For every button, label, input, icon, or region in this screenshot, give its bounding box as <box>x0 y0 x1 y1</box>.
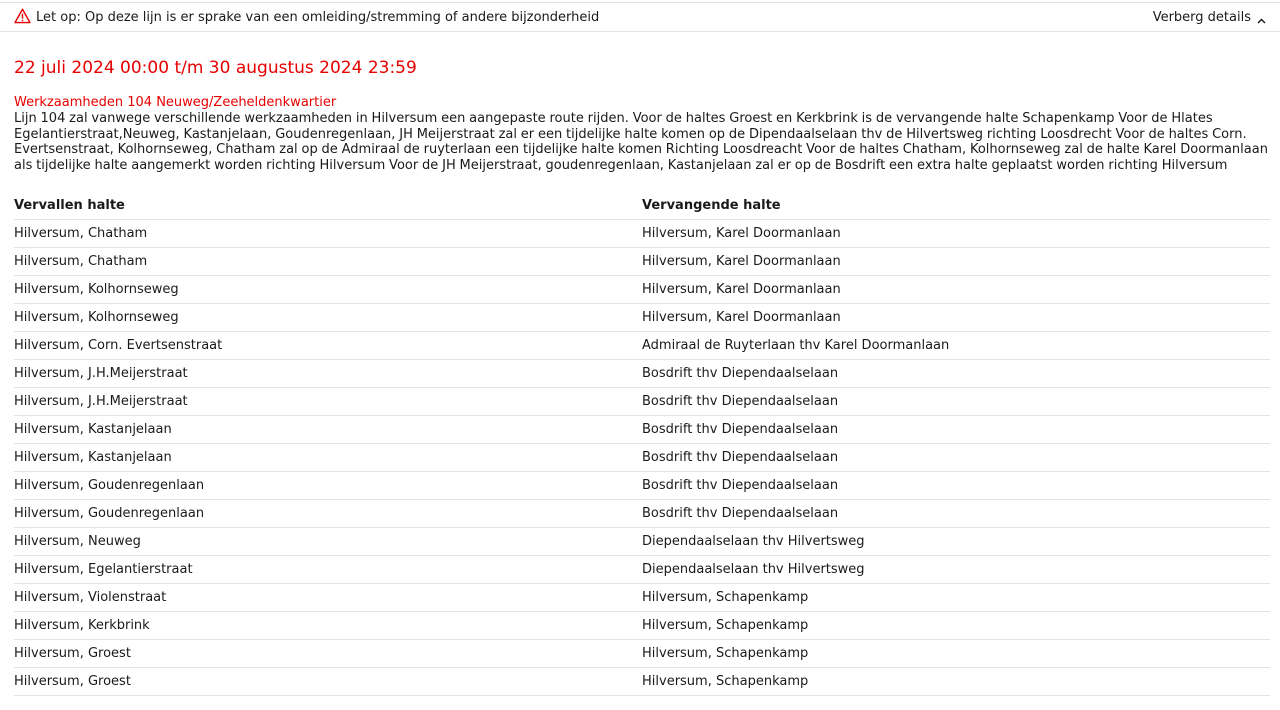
replacement-stop-cell: Bosdrift thv Diependaalselaan <box>642 388 1270 416</box>
replacement-stop-cell: Bosdrift thv Diependaalselaan <box>642 416 1270 444</box>
disruption-period-title: 22 juli 2024 00:00 t/m 30 augustus 2024 23:59 <box>14 58 417 78</box>
column-header-replacement-stop: Vervangende halte <box>642 192 1270 220</box>
cancelled-stop-cell: Hilversum, Kolhornseweg <box>14 304 642 332</box>
cancelled-stop-cell: Hilversum, Kastanjelaan <box>14 444 642 472</box>
replacement-stop-cell: Admiraal de Ruyterlaan thv Karel Doormanlaan <box>642 332 1270 360</box>
replacement-stop-cell: Diependaalselaan thv Hilvertsweg <box>642 556 1270 584</box>
replacement-stop-cell: Hilversum, Schapenkamp <box>642 612 1270 640</box>
table-row <box>14 276 1270 304</box>
table-body <box>14 220 1270 696</box>
cancelled-stop-cell: Hilversum, Violenstraat <box>14 584 642 612</box>
warning-triangle-icon <box>14 8 31 24</box>
table-row <box>14 556 1270 584</box>
table-row <box>14 612 1270 640</box>
replacement-stop-cell: Hilversum, Karel Doormanlaan <box>642 220 1270 248</box>
replacement-stop-cell: Hilversum, Schapenkamp <box>642 640 1270 668</box>
cancelled-stop-cell: Hilversum, Egelantierstraat <box>14 556 642 584</box>
replacement-stop-cell: Bosdrift thv Diependaalselaan <box>642 472 1270 500</box>
cancelled-stop-cell: Hilversum, Kerkbrink <box>14 612 642 640</box>
replacement-stop-cell: Hilversum, Karel Doormanlaan <box>642 276 1270 304</box>
table-row <box>14 668 1270 696</box>
table-row <box>14 304 1270 332</box>
table-row <box>14 416 1270 444</box>
cancelled-stop-cell: Hilversum, J.H.Meijerstraat <box>14 388 642 416</box>
replacement-stop-cell: Hilversum, Schapenkamp <box>642 584 1270 612</box>
cancelled-stop-cell: Hilversum, Chatham <box>14 248 642 276</box>
table-row <box>14 388 1270 416</box>
chevron-up-icon[interactable] <box>1257 13 1266 19</box>
hide-details-label[interactable]: Verberg details <box>1152 9 1251 25</box>
cancelled-stop-cell: Hilversum, Kastanjelaan <box>14 416 642 444</box>
cancelled-stop-cell: Hilversum, J.H.Meijerstraat <box>14 360 642 388</box>
replacement-stop-cell: Bosdrift thv Diependaalselaan <box>642 500 1270 528</box>
table-row <box>14 444 1270 472</box>
cancelled-stop-cell: Hilversum, Groest <box>14 640 642 668</box>
alert-message: Let op: Op deze lijn is er sprake van een omleiding/stremming of andere bijzonderheid <box>36 9 600 25</box>
replacement-stop-cell: Diependaalselaan thv Hilvertsweg <box>642 528 1270 556</box>
alert-message-group <box>0 9 599 25</box>
replacement-stop-cell: Hilversum, Karel Doormanlaan <box>642 304 1270 332</box>
table-row <box>14 220 1270 248</box>
table-row <box>14 528 1270 556</box>
table-row <box>14 472 1270 500</box>
table-header-row <box>14 192 1270 220</box>
cancelled-stop-cell: Hilversum, Kolhornseweg <box>14 276 642 304</box>
table-row <box>14 500 1270 528</box>
cancelled-stop-cell: Hilversum, Neuweg <box>14 528 642 556</box>
table-row <box>14 640 1270 668</box>
column-header-cancelled-stop: Vervallen halte <box>14 192 642 220</box>
cancelled-stop-cell: Hilversum, Corn. Evertsenstraat <box>14 332 642 360</box>
replacement-stop-cell: Bosdrift thv Diependaalselaan <box>642 444 1270 472</box>
notice-body: Lijn 104 zal vanwege verschillende werkzaamheden in Hilversum een aangepaste route rijden. Voor de haltes Groest en Kerkbrink is de vervangende halte Schapenkamp Voor de Hlates Egelantierstraat,Neuweg, Kastanjelaan, Goudenregenlaan, JH Meijerstraat zal er een tijdelijke halte komen op de Dipendaalselaan thv de Hilvertsweg richting Loosdrecht Voor de haltes Corn. Evertsenstraat, Kolhornseweg, Chatham zal op de Admiraal de ruyterlaan een tijdelijke halte komen Richting Loosdreacht Voor de haltes Chatham, Kolhornseweg zal de halte Karel Doormanlaan als tijdelijke halte aangemerkt worden richting Hilversum Voor de JH Meijerstraat, goudenregenlaan, Kastanjelaan zal er op de Bosdrift een extra halte geplaatst worden richting Hilversum <box>14 111 1268 173</box>
hide-details-toggle[interactable] <box>1153 10 1280 25</box>
replacement-stop-cell: Hilversum, Schapenkamp <box>642 668 1270 696</box>
replacement-stops-table <box>14 192 1270 696</box>
table-row <box>14 360 1270 388</box>
disruption-notice <box>14 95 1269 173</box>
table-row <box>14 248 1270 276</box>
cancelled-stop-cell: Hilversum, Groest <box>14 668 642 696</box>
replacement-stop-cell: Bosdrift thv Diependaalselaan <box>642 360 1270 388</box>
cancelled-stop-cell: Hilversum, Chatham <box>14 220 642 248</box>
replacement-stop-cell: Hilversum, Karel Doormanlaan <box>642 248 1270 276</box>
cancelled-stop-cell: Hilversum, Goudenregenlaan <box>14 500 642 528</box>
cancelled-stop-cell: Hilversum, Goudenregenlaan <box>14 472 642 500</box>
table-row <box>14 332 1270 360</box>
disruption-alert-bar <box>0 2 1280 32</box>
table-row <box>14 584 1270 612</box>
notice-heading: Werkzaamheden 104 Neuweg/Zeeheldenkwartier <box>14 95 337 110</box>
